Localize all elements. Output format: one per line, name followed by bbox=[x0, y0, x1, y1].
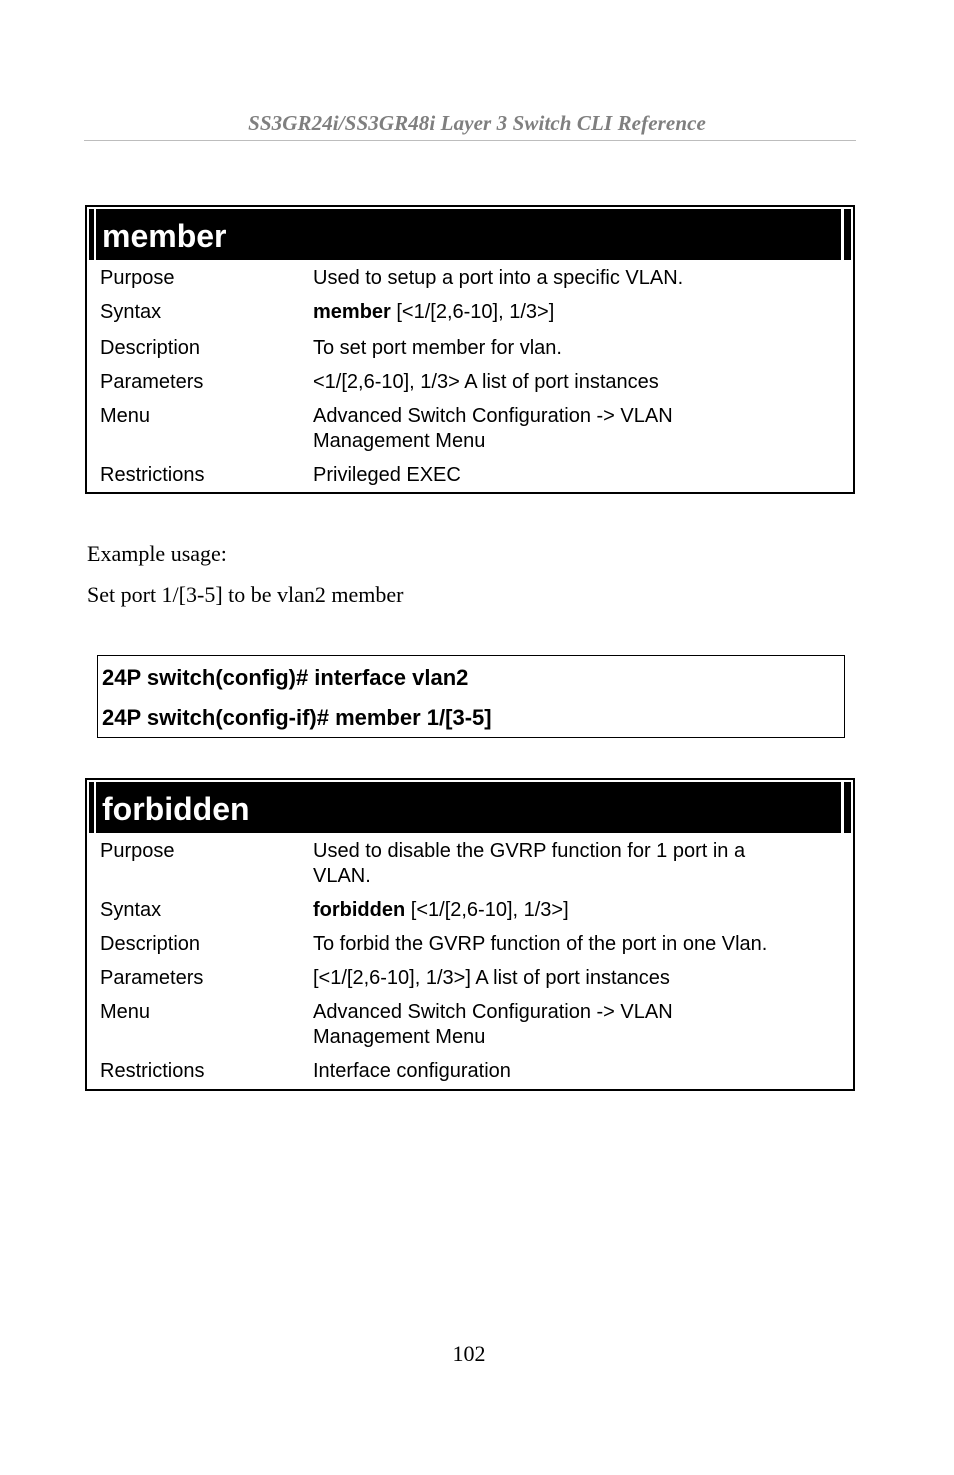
menu-value bbox=[313, 1000, 853, 1050]
parameters-value: [<1/[2,6-10], 1/3>] A list of port instances bbox=[313, 967, 670, 989]
forbidden-menu-row bbox=[87, 998, 853, 1057]
menu-label: Menu bbox=[100, 1001, 151, 1023]
syntax-label: Syntax bbox=[100, 301, 162, 323]
member-restrictions-row bbox=[87, 461, 853, 495]
restrictions-label: Restrictions bbox=[100, 464, 205, 486]
purpose-label: Purpose bbox=[100, 267, 175, 289]
syntax-command: member bbox=[313, 301, 391, 323]
syntax-value bbox=[313, 898, 853, 923]
restrictions-value: Interface configuration bbox=[313, 1060, 511, 1082]
page-number: 102 bbox=[452, 1341, 486, 1366]
member-description-row bbox=[87, 334, 853, 368]
example-code-box bbox=[97, 655, 845, 738]
forbidden-title-text: forbidden bbox=[102, 791, 250, 827]
forbidden-syntax-row bbox=[87, 896, 853, 930]
member-title-text: member bbox=[102, 218, 227, 254]
member-menu-row bbox=[87, 402, 853, 461]
page-header-title: SS3GR24i/SS3GR48i Layer 3 Switch CLI Reference bbox=[248, 111, 706, 135]
purpose-label: Purpose bbox=[100, 840, 175, 862]
purpose-value bbox=[313, 839, 853, 889]
restrictions-value: Privileged EXEC bbox=[313, 464, 461, 486]
description-value: To set port member for vlan. bbox=[313, 337, 562, 359]
forbidden-command-title bbox=[89, 782, 851, 833]
forbidden-description-row bbox=[87, 930, 853, 964]
code-line-1: 24P switch(config)# interface vlan2 bbox=[102, 665, 469, 690]
member-purpose-row bbox=[87, 264, 853, 298]
syntax-command: forbidden bbox=[313, 899, 406, 921]
restrictions-label: Restrictions bbox=[100, 1060, 205, 1082]
parameters-label: Parameters bbox=[100, 967, 204, 989]
forbidden-restrictions-row bbox=[87, 1057, 853, 1091]
menu-value-line1: Advanced Switch Configuration -> VLAN bbox=[313, 1001, 673, 1023]
member-syntax-row bbox=[87, 298, 853, 334]
example-usage-heading: Example usage: bbox=[87, 541, 227, 566]
code-line-2: 24P switch(config-if)# member 1/[3-5] bbox=[102, 705, 492, 730]
description-value: To forbid the GVRP function of the port in one Vlan. bbox=[313, 933, 768, 955]
member-command-title bbox=[89, 209, 851, 260]
member-parameters-row bbox=[87, 368, 853, 402]
description-label: Description bbox=[100, 933, 201, 955]
header-divider bbox=[84, 140, 856, 141]
syntax-arguments: [<1/[2,6-10], 1/3>] bbox=[390, 301, 555, 323]
forbidden-command-table bbox=[85, 778, 855, 1091]
purpose-value: Used to setup a port into a specific VLAN. bbox=[313, 267, 684, 289]
menu-value-line2: Management Menu bbox=[313, 430, 486, 452]
description-label: Description bbox=[100, 337, 201, 359]
purpose-value-line1: Used to disable the GVRP function for 1 port in a bbox=[313, 840, 746, 862]
menu-value-line2: Management Menu bbox=[313, 1026, 486, 1048]
syntax-value bbox=[313, 300, 853, 325]
forbidden-purpose-row bbox=[87, 837, 853, 896]
syntax-label: Syntax bbox=[100, 899, 162, 921]
menu-value-line1: Advanced Switch Configuration -> VLAN bbox=[313, 405, 673, 427]
parameters-value: <1/[2,6-10], 1/3> A list of port instances bbox=[313, 371, 659, 393]
forbidden-parameters-row bbox=[87, 964, 853, 998]
purpose-value-line2: VLAN. bbox=[313, 865, 371, 887]
member-command-table bbox=[85, 205, 855, 494]
menu-value bbox=[313, 404, 853, 454]
example-description: Set port 1/[3-5] to be vlan2 member bbox=[87, 582, 404, 607]
syntax-arguments: [<1/[2,6-10], 1/3>] bbox=[405, 899, 569, 921]
parameters-label: Parameters bbox=[100, 371, 204, 393]
menu-label: Menu bbox=[100, 405, 151, 427]
